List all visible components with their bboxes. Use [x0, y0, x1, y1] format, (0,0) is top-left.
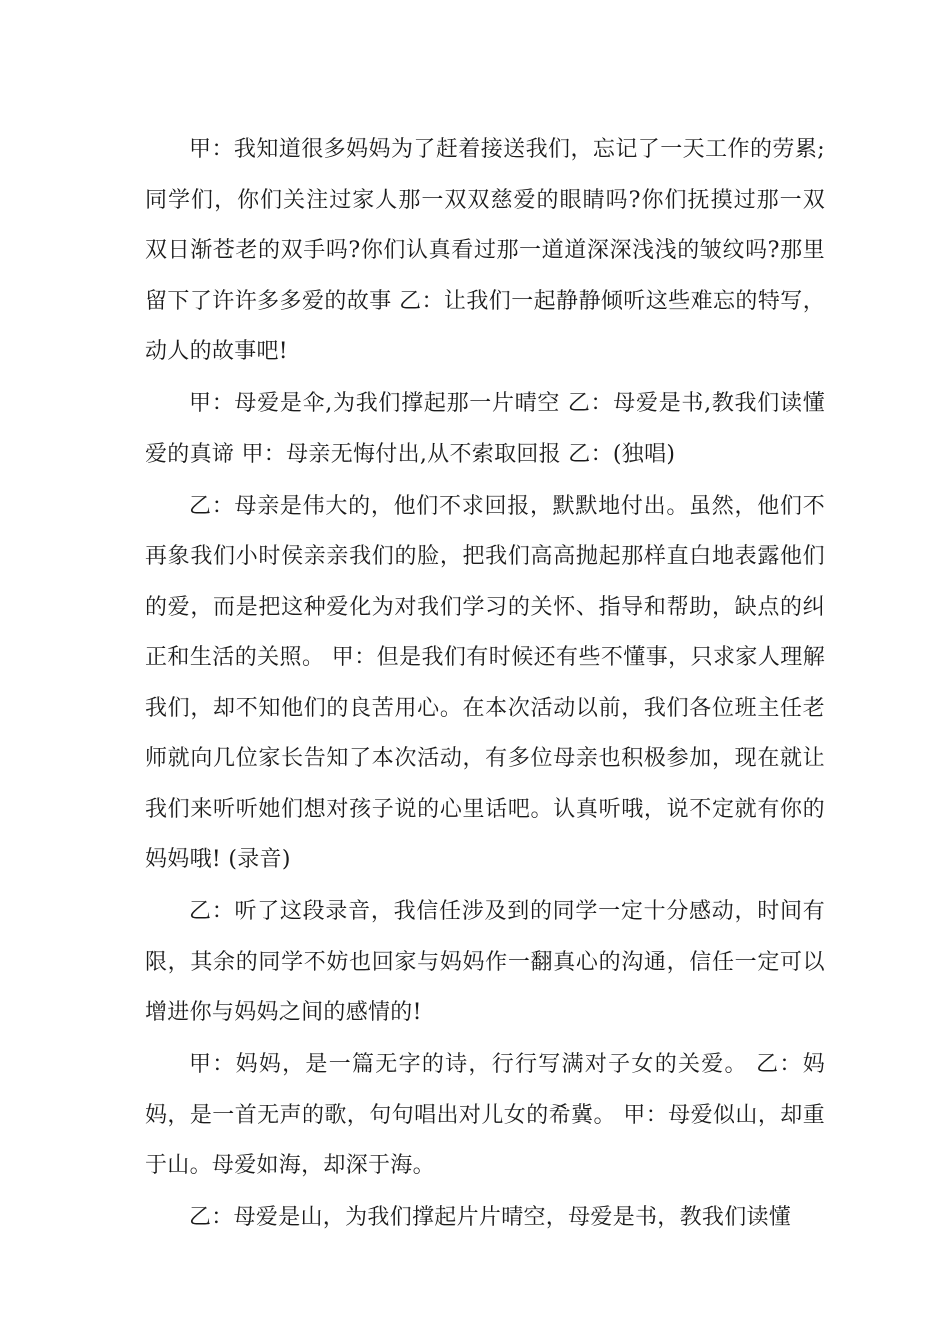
paragraph-6: 乙：母爱是山，为我们撑起片片晴空，母爱是书，教我们读懂	[189, 1205, 792, 1230]
paragraph-3: 乙：母亲是伟大的，他们不求回报，默默地付出。虽然，他们不再象我们小时侯亲亲我们的脸，把我们高高抛起那样直白地表露他们的爱，而是把这种爱化为对我们学习的关怀、指导和帮助，缺点的纠正和生活的关照。 甲：但是我们有时候还有些不懂事，只求家人理解我们，却不知他们的良苦用心。在本次活动以前，我们各位班主任老师就向几位家长告知了本次活动，有多位母亲也积极参加，现在就让我们来听听她们想对孩子说的心里话吧。认真听哦，说不定就有你的妈妈哦! (录音)	[145, 493, 825, 872]
paragraph-1: 甲：我知道很多妈妈为了赶着接送我们，忘记了一天工作的劳累;同学们，你们关注过家人那一双双慈爱的眼睛吗?你们抚摸过那一双双日渐苍老的双手吗?你们认真看过那一道道深深浅浅的皱纹吗?那里留下了许许多多爱的故事 乙：让我们一起静静倾听这些难忘的特写，动人的故事吧!	[145, 137, 825, 364]
paragraph-4: 乙：听了这段录音，我信任涉及到的同学一定十分感动，时间有限，其余的同学不妨也回家与妈妈作一翻真心的沟通，信任一定可以增进你与妈妈之间的感情的!	[145, 899, 825, 1025]
document-body	[145, 125, 825, 1245]
paragraph-2: 甲：母爱是伞,为我们撑起那一片晴空 乙：母爱是书,教我们读懂爱的真谛 甲：母亲无悔付出,从不索取回报 乙：(独唱)	[145, 391, 825, 467]
paragraph-5: 甲：妈妈，是一篇无字的诗，行行写满对子女的关爱。 乙：妈妈，是一首无声的歌，句句唱出对儿女的希冀。 甲：母爱似山，却重于山。母爱如海，却深于海。	[145, 1052, 825, 1178]
